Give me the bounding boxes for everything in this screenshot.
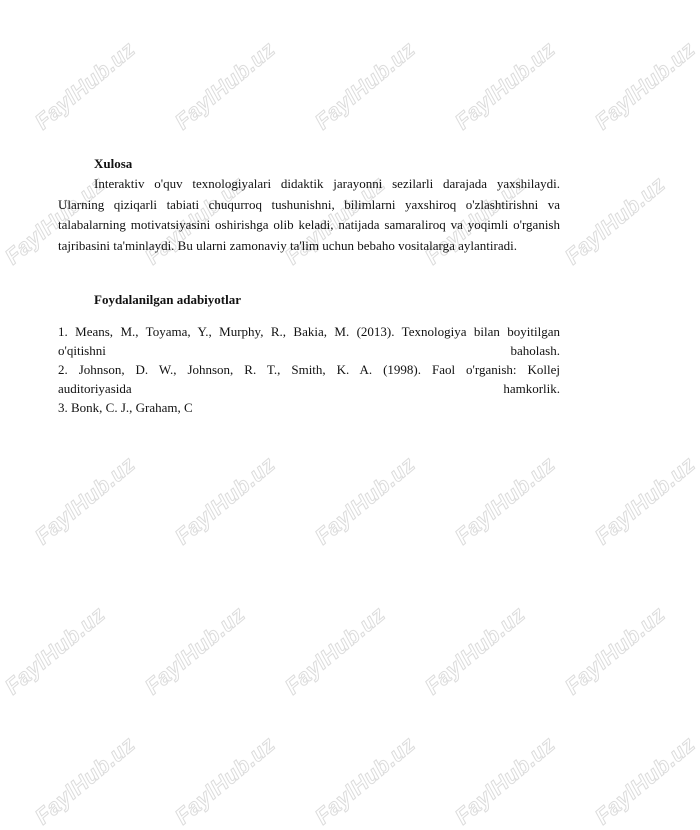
reference-item-2-line-1 [58,360,560,379]
reference-item-1-line-1 [58,322,560,341]
watermark-text: FaylHub.uz [280,171,390,270]
reference-item-2-text: 2. Johnson, D. W., Johnson, R. T., Smith, K. A. (1998). Faol o'rganish: Kollej [58,362,560,377]
reference-item-1-left: o'qitishni [58,343,106,358]
watermark-text: FaylHub.uz [310,36,420,135]
reference-item-1-text: 1. Means, M., Toyama, Y., Murphy, R., Bakia, M. (2013). Texnologiya bilan boyitilgan [58,324,560,339]
watermark-text: FaylHub.uz [560,171,670,270]
watermark-text: FaylHub.uz [590,451,700,550]
watermark-text: FaylHub.uz [310,451,420,550]
watermark-text: FaylHub.uz [30,36,140,135]
conclusion-paragraph: Interaktiv o'quv texnologiyalari didaktik jarayonni sezilarli darajada yaxshilaydi. Ularning qiziqarli tabiati chuqurroq tushunishni, bilimlarni yaxshiroq o'zlashtirishni va talabalarning motivatsiyasini oshirishga olib keladi, natijada samaraliroq va yoqimli o'rganish tajribasini ta'minlaydi. Bu ularni zamonaviy ta'lim uchun bebaho vositalarga aylantiradi. [58,176,560,253]
reference-item-1-right: baholash. [510,343,560,358]
watermark-text: FaylHub.uz [420,171,530,270]
reference-item-2-line-2 [58,379,560,398]
reference-item-2-left: auditoriyasida [58,381,132,396]
watermark-text: FaylHub.uz [420,601,530,700]
watermark-text: FaylHub.uz [140,171,250,270]
reference-item-2-right: hamkorlik. [503,381,560,396]
reference-item-1-line-2 [58,341,560,360]
watermark-text: FaylHub.uz [450,451,560,550]
watermark-text: FaylHub.uz [30,451,140,550]
reference-item-3-text: 3. Bonk, C. J., Graham, C [58,400,193,415]
watermark-text: FaylHub.uz [30,731,140,830]
watermark-text: FaylHub.uz [450,36,560,135]
references-heading: Foydalanilgan adabiyotlar [94,292,241,307]
watermark-text: FaylHub.uz [560,601,670,700]
reference-item-3 [58,398,560,417]
watermark-text: FaylHub.uz [310,731,420,830]
watermark-text: FaylHub.uz [590,731,700,830]
conclusion-heading: Xulosa [94,156,133,171]
watermark-text: FaylHub.uz [450,731,560,830]
watermark-text: FaylHub.uz [0,171,110,270]
watermark-text: FaylHub.uz [280,601,390,700]
watermark-text: FaylHub.uz [140,601,250,700]
watermark-text: FaylHub.uz [170,451,280,550]
watermark-text: FaylHub.uz [170,731,280,830]
watermark-text: FaylHub.uz [590,36,700,135]
watermark-text: FaylHub.uz [170,36,280,135]
watermark-text: FaylHub.uz [0,601,110,700]
